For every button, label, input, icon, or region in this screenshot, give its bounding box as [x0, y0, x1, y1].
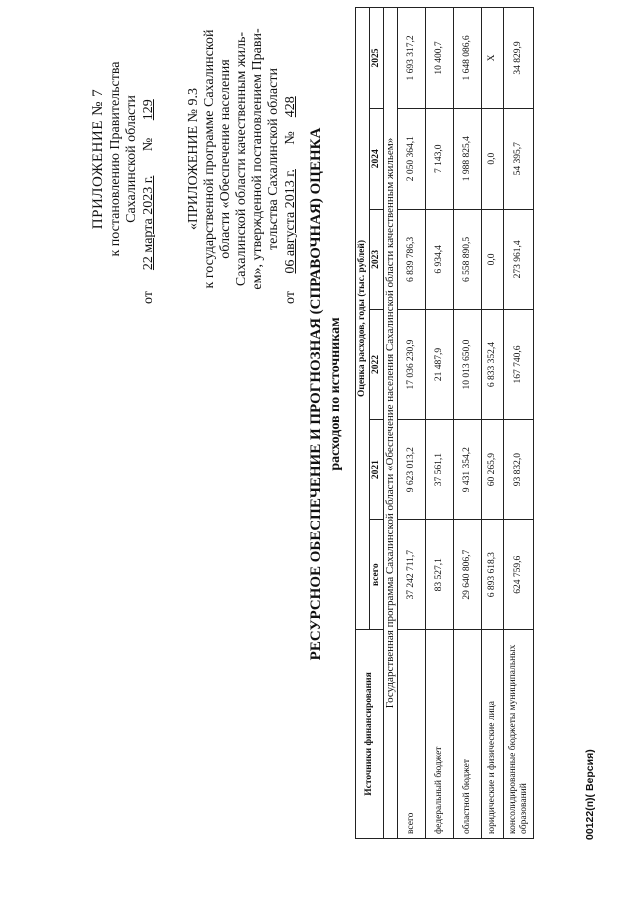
cell: 624 759,6	[504, 520, 534, 630]
number-label: №	[141, 137, 156, 152]
prev-appendix-line: тельства Сахалинской области	[266, 68, 281, 250]
table-row	[454, 8, 482, 839]
prev-appendix-line: Сахалинской области качественным жиль-	[234, 31, 249, 287]
prev-appendix-block	[186, 14, 299, 304]
from-label: от	[283, 291, 298, 304]
appendix-title: ПРИЛОЖЕНИЕ № 7	[90, 88, 106, 230]
column-header: 2021	[370, 419, 384, 520]
cell: Х	[482, 8, 504, 109]
cell: 6 833 352,4	[482, 310, 504, 420]
cell: 7 143,0	[426, 108, 454, 209]
prev-appendix-line: к государственной программе Сахалинской	[202, 29, 217, 289]
appendix-date: 22 марта 2023 г.	[141, 175, 156, 271]
cell: 1 693 317,2	[398, 8, 426, 109]
row-source: юридические и физические лица	[482, 630, 504, 839]
appendix-line: к постановлению Правительства	[108, 61, 123, 257]
cell: 37 561,1	[426, 419, 454, 520]
header-source: Источники финансирования	[356, 630, 384, 839]
header-estimate: Оценка расходов, годы (тыс. рублей)	[356, 8, 370, 630]
footer-code: 00122(п)( Версия)	[584, 749, 596, 840]
cell: 1 648 086,6	[454, 8, 482, 109]
cell: 29 640 806,7	[454, 520, 482, 630]
cell: 1 988 825,4	[454, 108, 482, 209]
resource-table	[355, 7, 534, 839]
cell: 2 050 364,1	[398, 108, 426, 209]
column-header: всего	[370, 520, 384, 630]
column-header: 2022	[370, 310, 384, 420]
prev-appendix-title: «ПРИЛОЖЕНИЕ № 9.3	[186, 88, 201, 230]
number-label: №	[283, 131, 298, 145]
cell: 6 558 890,5	[454, 209, 482, 310]
cell: 10 400,7	[426, 8, 454, 109]
cell: 9 431 354,2	[454, 419, 482, 520]
cell: 60 265,9	[482, 419, 504, 520]
row-source: областной бюджет	[454, 630, 482, 839]
appendix-block	[90, 14, 157, 304]
cell: 273 961,4	[504, 209, 534, 310]
table-row	[426, 8, 454, 839]
row-source: федеральный бюджет	[426, 630, 454, 839]
table-row	[482, 8, 504, 839]
column-header: 2023	[370, 209, 384, 310]
cell: 0,0	[482, 108, 504, 209]
appendix-date-line	[141, 14, 157, 304]
appendix-line: Сахалинской области	[124, 95, 139, 223]
cell: 54 395,7	[504, 108, 534, 209]
table-row	[398, 8, 426, 839]
table-row	[504, 8, 534, 839]
cell: 21 487,9	[426, 310, 454, 420]
cell: 9 623 013,2	[398, 419, 426, 520]
document-title	[306, 34, 346, 754]
prev-appendix-line: области «Обеспечение населения	[218, 59, 233, 259]
prev-appendix-date-line	[283, 14, 299, 304]
from-label: от	[141, 291, 156, 304]
row-source: всего	[398, 630, 426, 839]
cell: 10 013 650,0	[454, 310, 482, 420]
cell: 6 839 786,3	[398, 209, 426, 310]
appendix-number: 129	[141, 99, 156, 121]
cell: 0,0	[482, 209, 504, 310]
column-header: 2024	[370, 108, 384, 209]
cell: 34 829,9	[504, 8, 534, 109]
prev-appendix-number: 428	[283, 96, 298, 118]
title-line: РЕСУРСНОЕ ОБЕСПЕЧЕНИЕ И ПРОГНОЗНАЯ (СПРАВОЧНАЯ) ОЦЕНКА	[308, 127, 324, 661]
table-header-row	[356, 8, 370, 839]
cell: 83 527,1	[426, 520, 454, 630]
cell: 6 893 618,3	[482, 520, 504, 630]
prev-appendix-line: ем», утвержденной постановлением Прави-	[250, 28, 265, 290]
cell: 93 832,0	[504, 419, 534, 520]
cell: 167 740,6	[504, 310, 534, 420]
cell: 6 934,4	[426, 209, 454, 310]
program-name: Государственная программа Сахалинской области «Обеспечение населения Сахалинской области качественным жильем»	[384, 8, 398, 839]
column-header: 2025	[370, 8, 384, 109]
row-source: консолидированные бюджеты муниципальных образований	[504, 630, 534, 839]
cell: 37 242 711,7	[398, 520, 426, 630]
prev-appendix-date: 06 августа 2013 г.	[283, 169, 298, 274]
program-row	[384, 8, 398, 839]
cell: 17 036 230,9	[398, 310, 426, 420]
title-subline: расходов по источникам	[328, 317, 343, 471]
